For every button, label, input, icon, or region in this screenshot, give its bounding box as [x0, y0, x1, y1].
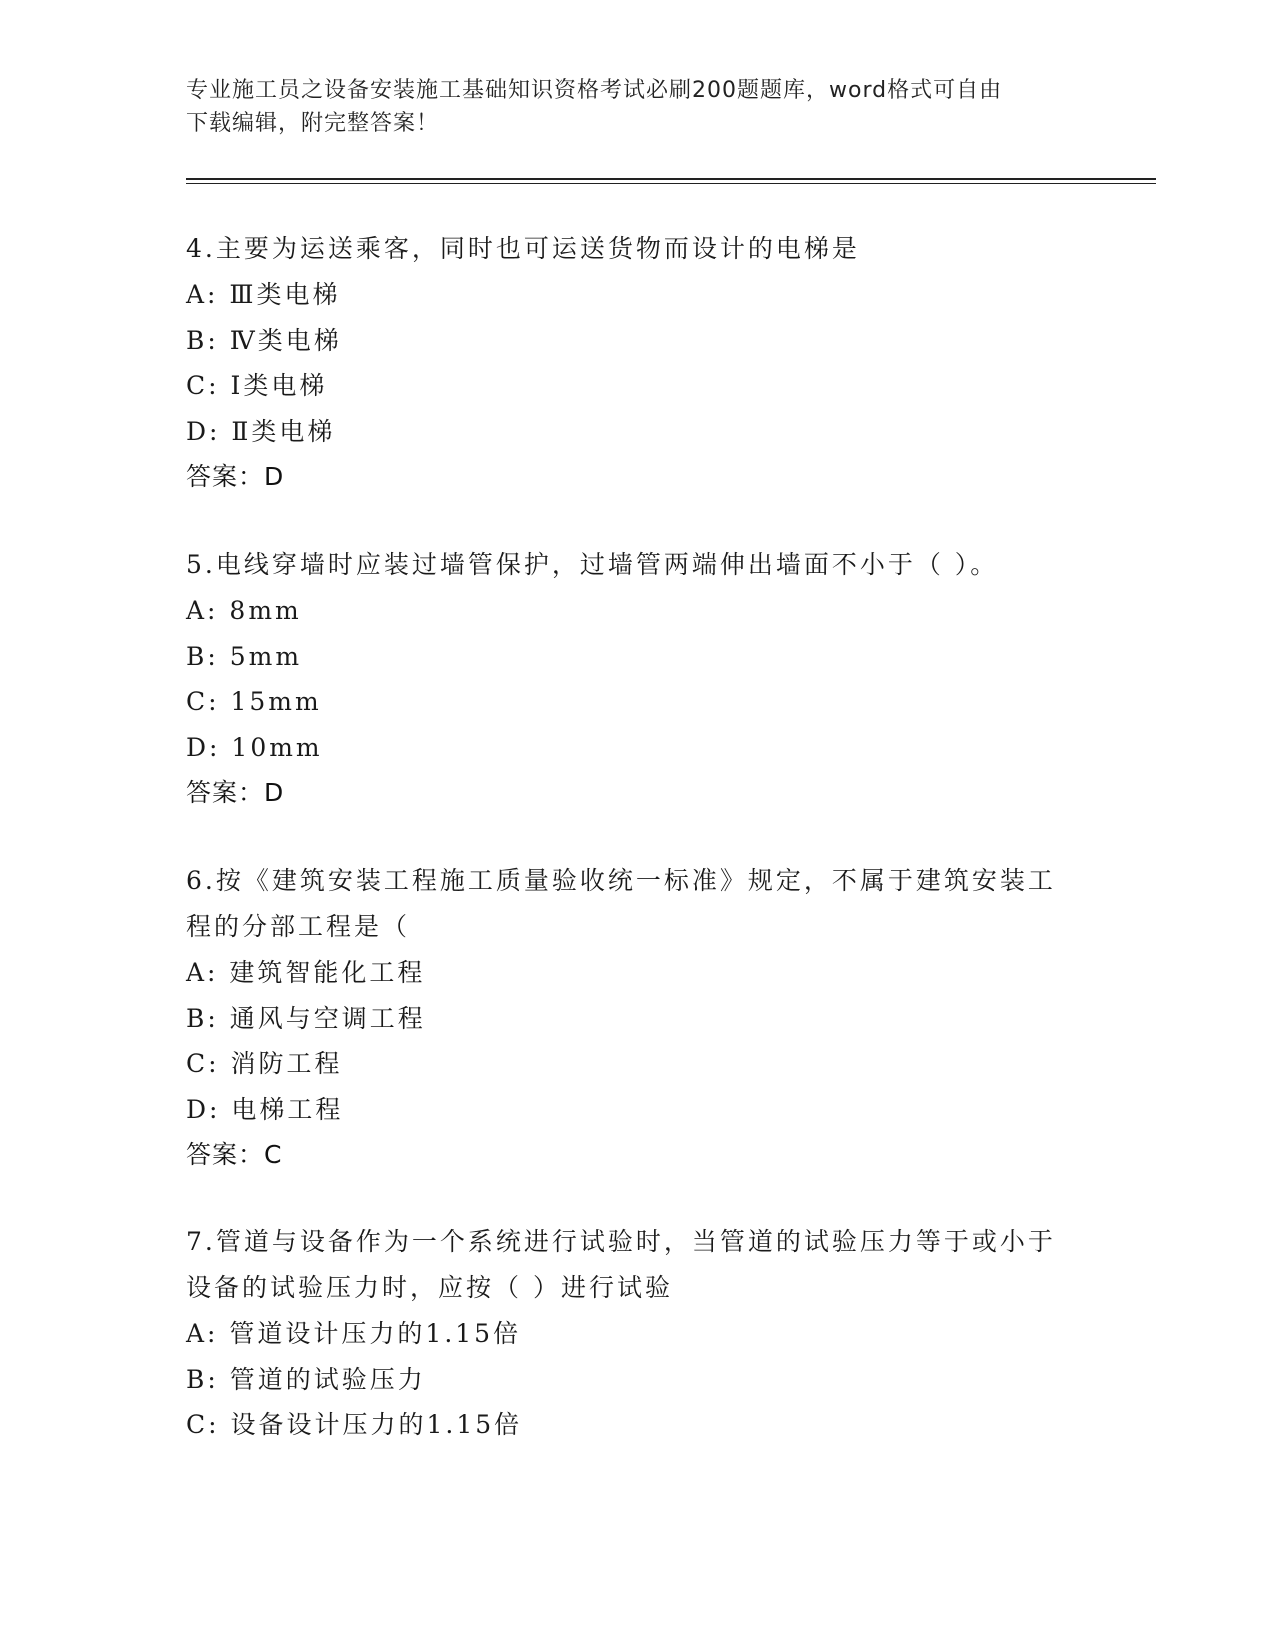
answer-label: 答案： — [186, 1140, 265, 1169]
option-b: B: 管道的试验压力 — [186, 1364, 426, 1394]
option-d: D: 电梯工程 — [186, 1094, 344, 1124]
answer-label: 答案： — [186, 778, 265, 807]
option-a: A: 8mm — [186, 596, 302, 625]
header-line-2: 下载编辑，附完整答案！ — [186, 111, 440, 136]
option-c: C: 设备设计压力的1.15倍 — [186, 1410, 523, 1439]
option-b: B: 通风与空调工程 — [186, 1003, 426, 1033]
header-line-1: 专业施工员之设备安装施工基础知识资格考试必刷200题题库，word格式可自由 — [186, 78, 1003, 103]
question-stem: 7.管道与设备作为一个系统进行试验时，当管道的试验压力等于或小于设备的试验压力时，应按（ ）进行试验 — [186, 1227, 1056, 1302]
answer-value: D — [264, 778, 285, 807]
answer-line — [186, 454, 1066, 499]
header-rule-thin — [186, 183, 1156, 184]
answer-line — [186, 770, 1066, 815]
option-c: C: 15mm — [186, 687, 322, 716]
question-5 — [186, 542, 1066, 815]
question-6 — [186, 858, 1066, 1177]
answer-line — [186, 1132, 1066, 1177]
option-b: B: Ⅳ类电梯 — [186, 325, 342, 355]
document-header — [186, 74, 1066, 140]
question-7 — [186, 1219, 1066, 1448]
answer-label: 答案： — [186, 462, 265, 491]
option-c: C: 消防工程 — [186, 1049, 343, 1078]
question-stem: 6.按《建筑安装工程施工质量验收统一标准》规定，不属于建筑安装工程的分部工程是（ — [186, 866, 1056, 941]
option-d: D: Ⅱ类电梯 — [186, 416, 336, 446]
option-a: A: 建筑智能化工程 — [186, 958, 426, 987]
option-b: B: 5mm — [186, 641, 303, 671]
question-stem: 5.电线穿墙时应装过墙管保护，过墙管两端伸出墙面不小于（ ）。 — [186, 550, 999, 579]
question-stem: 4.主要为运送乘客，同时也可运送货物而设计的电梯是 — [186, 234, 860, 263]
answer-value: C — [264, 1140, 283, 1169]
answer-value: D — [264, 462, 285, 491]
option-c: C: Ⅰ类电梯 — [186, 371, 328, 400]
header-rule-thick — [186, 178, 1156, 180]
option-d: D: 10mm — [186, 732, 323, 762]
question-4 — [186, 226, 1066, 499]
option-a: A: 管道设计压力的1.15倍 — [186, 1319, 522, 1348]
option-a: A: Ⅲ类电梯 — [186, 280, 341, 309]
